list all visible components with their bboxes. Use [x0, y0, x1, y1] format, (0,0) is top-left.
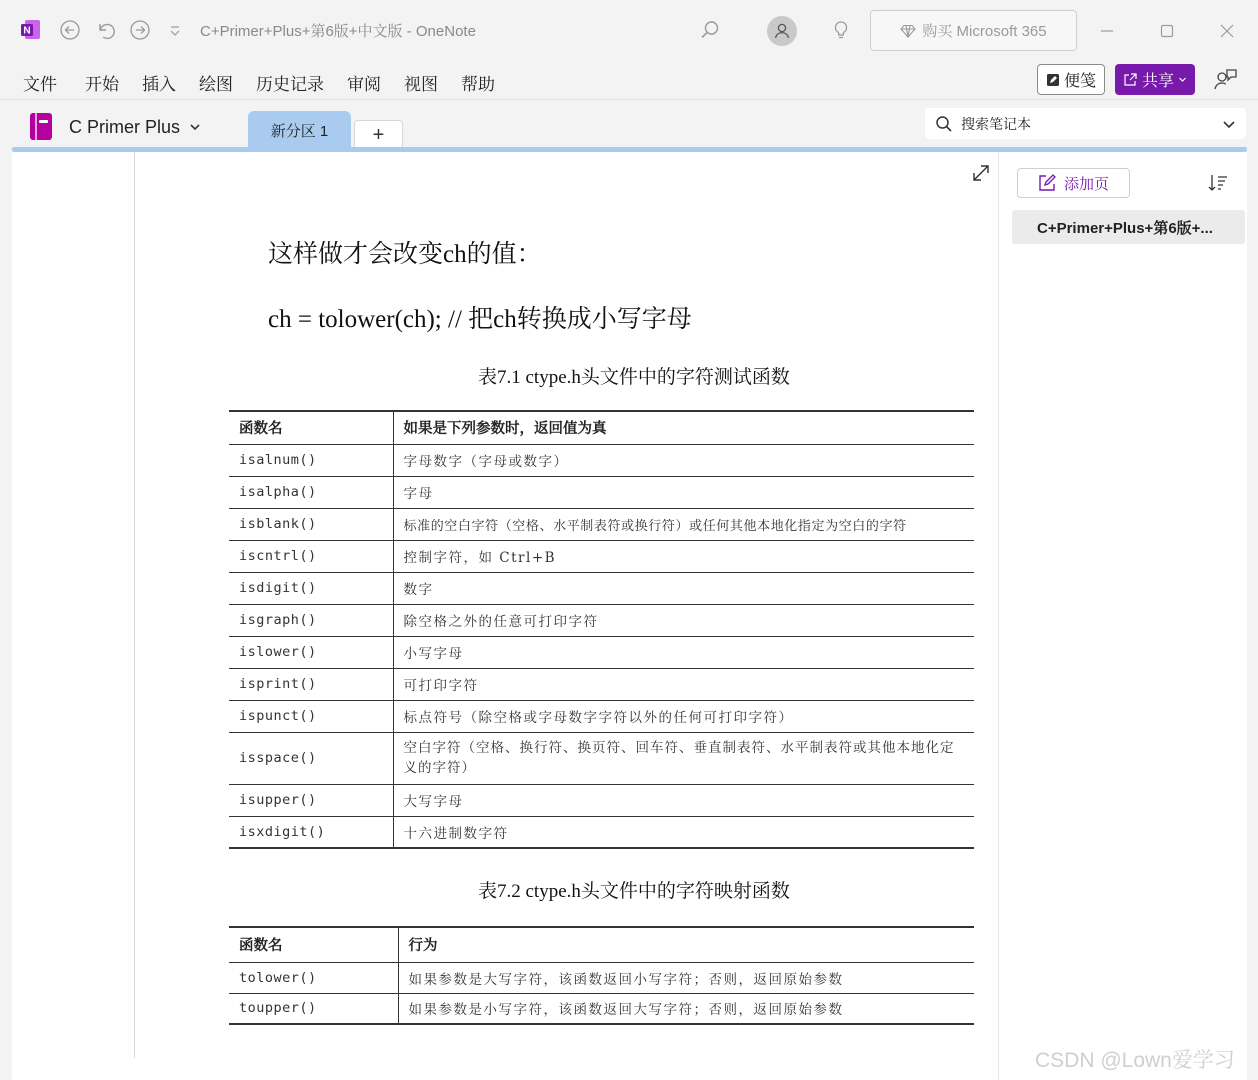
function-name-cell: isspace(): [229, 732, 393, 784]
add-section-button[interactable]: +: [354, 120, 403, 149]
ctype-test-functions-table: [229, 410, 974, 849]
table-row: [229, 540, 974, 572]
page-list-item[interactable]: C+Primer+Plus+第6版+...: [1012, 210, 1245, 244]
undo-icon[interactable]: [94, 19, 116, 41]
notebook-icon[interactable]: [30, 113, 52, 140]
notebook-name: C Primer Plus: [69, 117, 181, 137]
function-name-cell: iscntrl(): [229, 540, 393, 572]
table-row: [229, 668, 974, 700]
sort-icon[interactable]: [1207, 172, 1229, 194]
description-cell: 数字: [393, 572, 974, 604]
table-row: [229, 700, 974, 732]
description-cell: 十六进制数字符: [393, 816, 974, 848]
page-margin-line: [134, 152, 135, 1058]
description-cell: 如果参数是小写字符，该函数返回大写字符；否则，返回原始参数: [398, 993, 974, 1024]
table-row: [229, 572, 974, 604]
description-cell: 标点符号（除空格或字母数字字符以外的任何可打印字符）: [393, 700, 974, 732]
table2-caption: 表7.2 ctype.h头文件中的字符映射函数: [478, 881, 790, 902]
menu-insert[interactable]: 插入: [142, 75, 176, 94]
add-page-button[interactable]: [1017, 168, 1130, 198]
table-row: [229, 732, 974, 784]
description-cell: 控制字符，如 Ctrl+B: [393, 540, 974, 572]
function-name-cell: toupper(): [229, 993, 398, 1024]
document-code-line: ch = tolower(ch); // 把ch转换成小写字母: [268, 306, 692, 333]
table-row: [229, 784, 974, 816]
notebook-selector[interactable]: [69, 117, 201, 138]
function-name-cell: isblank(): [229, 508, 393, 540]
description-cell: 字母: [393, 476, 974, 508]
function-name-cell: isxdigit(): [229, 816, 393, 848]
function-name-cell: isgraph(): [229, 604, 393, 636]
window-title: C+Primer+Plus+第6版+中文版 - OneNote: [200, 23, 476, 40]
document-line-1: 这样做才会改变ch的值：: [268, 241, 542, 268]
close-button[interactable]: [1210, 14, 1244, 48]
ctype-mapping-functions-table: [229, 926, 974, 1025]
table-row: [229, 636, 974, 668]
function-name-cell: isupper(): [229, 784, 393, 816]
table-header-row: [229, 927, 974, 962]
description-cell: 空白字符（空格、换行符、换页符、回车符、垂直制表符、水平制表符或其他本地化定义的字符）: [393, 732, 974, 784]
function-name-cell: isalpha(): [229, 476, 393, 508]
menu-view[interactable]: 视图: [404, 75, 438, 94]
csdn-watermark: CSDN @Lown爱学习: [1035, 1049, 1235, 1072]
lightbulb-icon[interactable]: [830, 19, 852, 41]
table-row: [229, 444, 974, 476]
table-row: [229, 604, 974, 636]
share-label: 共享: [1141, 73, 1174, 90]
table-row: [229, 508, 974, 540]
maximize-icon: [1160, 24, 1174, 38]
search-icon: [935, 115, 953, 133]
add-page-label: 添加页: [1063, 175, 1109, 193]
feedback-icon: [1212, 67, 1238, 93]
function-name-cell: islower(): [229, 636, 393, 668]
page-canvas[interactable]: [12, 152, 998, 1080]
title-bar: [0, 0, 1258, 62]
function-name-cell: ispunct(): [229, 700, 393, 732]
minimize-button[interactable]: [1090, 14, 1124, 48]
back-icon[interactable]: [59, 19, 81, 41]
function-name-cell: isprint(): [229, 668, 393, 700]
menu-file[interactable]: 文件: [23, 75, 57, 94]
description-cell: 可打印字符: [393, 668, 974, 700]
table-row: [229, 993, 974, 1024]
table-header-cell: 函数名: [229, 927, 398, 962]
minimize-icon: [1100, 24, 1114, 38]
add-page-icon: [1038, 174, 1056, 192]
account-avatar[interactable]: [767, 16, 797, 46]
table-row: [229, 816, 974, 848]
section-tab-1[interactable]: 新分区 1: [248, 111, 351, 150]
chevron-down-icon: [1178, 75, 1187, 84]
svg-text:N: N: [23, 25, 31, 37]
diamond-icon: [900, 23, 916, 39]
table-row: [229, 962, 974, 993]
description-cell: 如果参数是大写字符，该函数返回小写字符；否则，返回原始参数: [398, 962, 974, 993]
maximize-button[interactable]: [1150, 14, 1184, 48]
table-header-cell: 函数名: [229, 411, 393, 444]
menu-help[interactable]: 帮助: [461, 75, 495, 94]
search-input[interactable]: [961, 116, 1201, 132]
description-cell: 字母数字（字母或数字）: [393, 444, 974, 476]
menu-history[interactable]: 历史记录: [256, 75, 324, 94]
pages-pane: [998, 152, 1247, 1080]
notebook-search[interactable]: [925, 108, 1246, 139]
description-cell: 除空格之外的任意可打印字符: [393, 604, 974, 636]
table-header-cell: 如果是下列参数时，返回值为真: [393, 411, 974, 444]
buy-microsoft-365-button[interactable]: [870, 10, 1077, 51]
description-cell: 小写字母: [393, 636, 974, 668]
menu-review[interactable]: 审阅: [347, 75, 381, 94]
chevron-down-icon[interactable]: [1222, 117, 1236, 131]
menu-draw[interactable]: 绘图: [199, 75, 233, 94]
menu-home[interactable]: 开始: [85, 75, 119, 94]
quick-access-dropdown-icon[interactable]: [168, 24, 182, 38]
sticky-notes-label: 便笺: [1063, 73, 1096, 90]
table1-caption: 表7.1 ctype.h头文件中的字符测试函数: [478, 367, 790, 388]
function-name-cell: isdigit(): [229, 572, 393, 604]
table-header-row: [229, 411, 974, 444]
person-icon: [772, 21, 792, 41]
onenote-logo-icon: [20, 19, 41, 40]
expand-icon[interactable]: [970, 162, 992, 184]
share-button[interactable]: [1115, 64, 1195, 95]
description-cell: 标准的空白字符（空格、水平制表符或换行符）或任何其他本地化指定为空白的字符: [393, 508, 974, 540]
share-icon: [1123, 72, 1138, 87]
table-row: [229, 476, 974, 508]
feedback-button[interactable]: [1210, 65, 1240, 95]
table-header-cell: 行为: [398, 927, 974, 962]
forward-icon[interactable]: [129, 19, 151, 41]
close-icon: [1220, 24, 1234, 38]
sticky-note-icon: [1046, 73, 1060, 87]
function-name-cell: tolower(): [229, 962, 398, 993]
ribbon-menu-bar: [0, 62, 1258, 100]
buy-label: 购买 Microsoft 365: [922, 23, 1047, 40]
chevron-down-icon: [189, 121, 201, 133]
function-name-cell: isalnum(): [229, 444, 393, 476]
sticky-notes-button[interactable]: [1037, 64, 1105, 95]
description-cell: 大写字母: [393, 784, 974, 816]
search-icon[interactable]: [699, 19, 721, 41]
notebook-bar: [0, 100, 1258, 150]
